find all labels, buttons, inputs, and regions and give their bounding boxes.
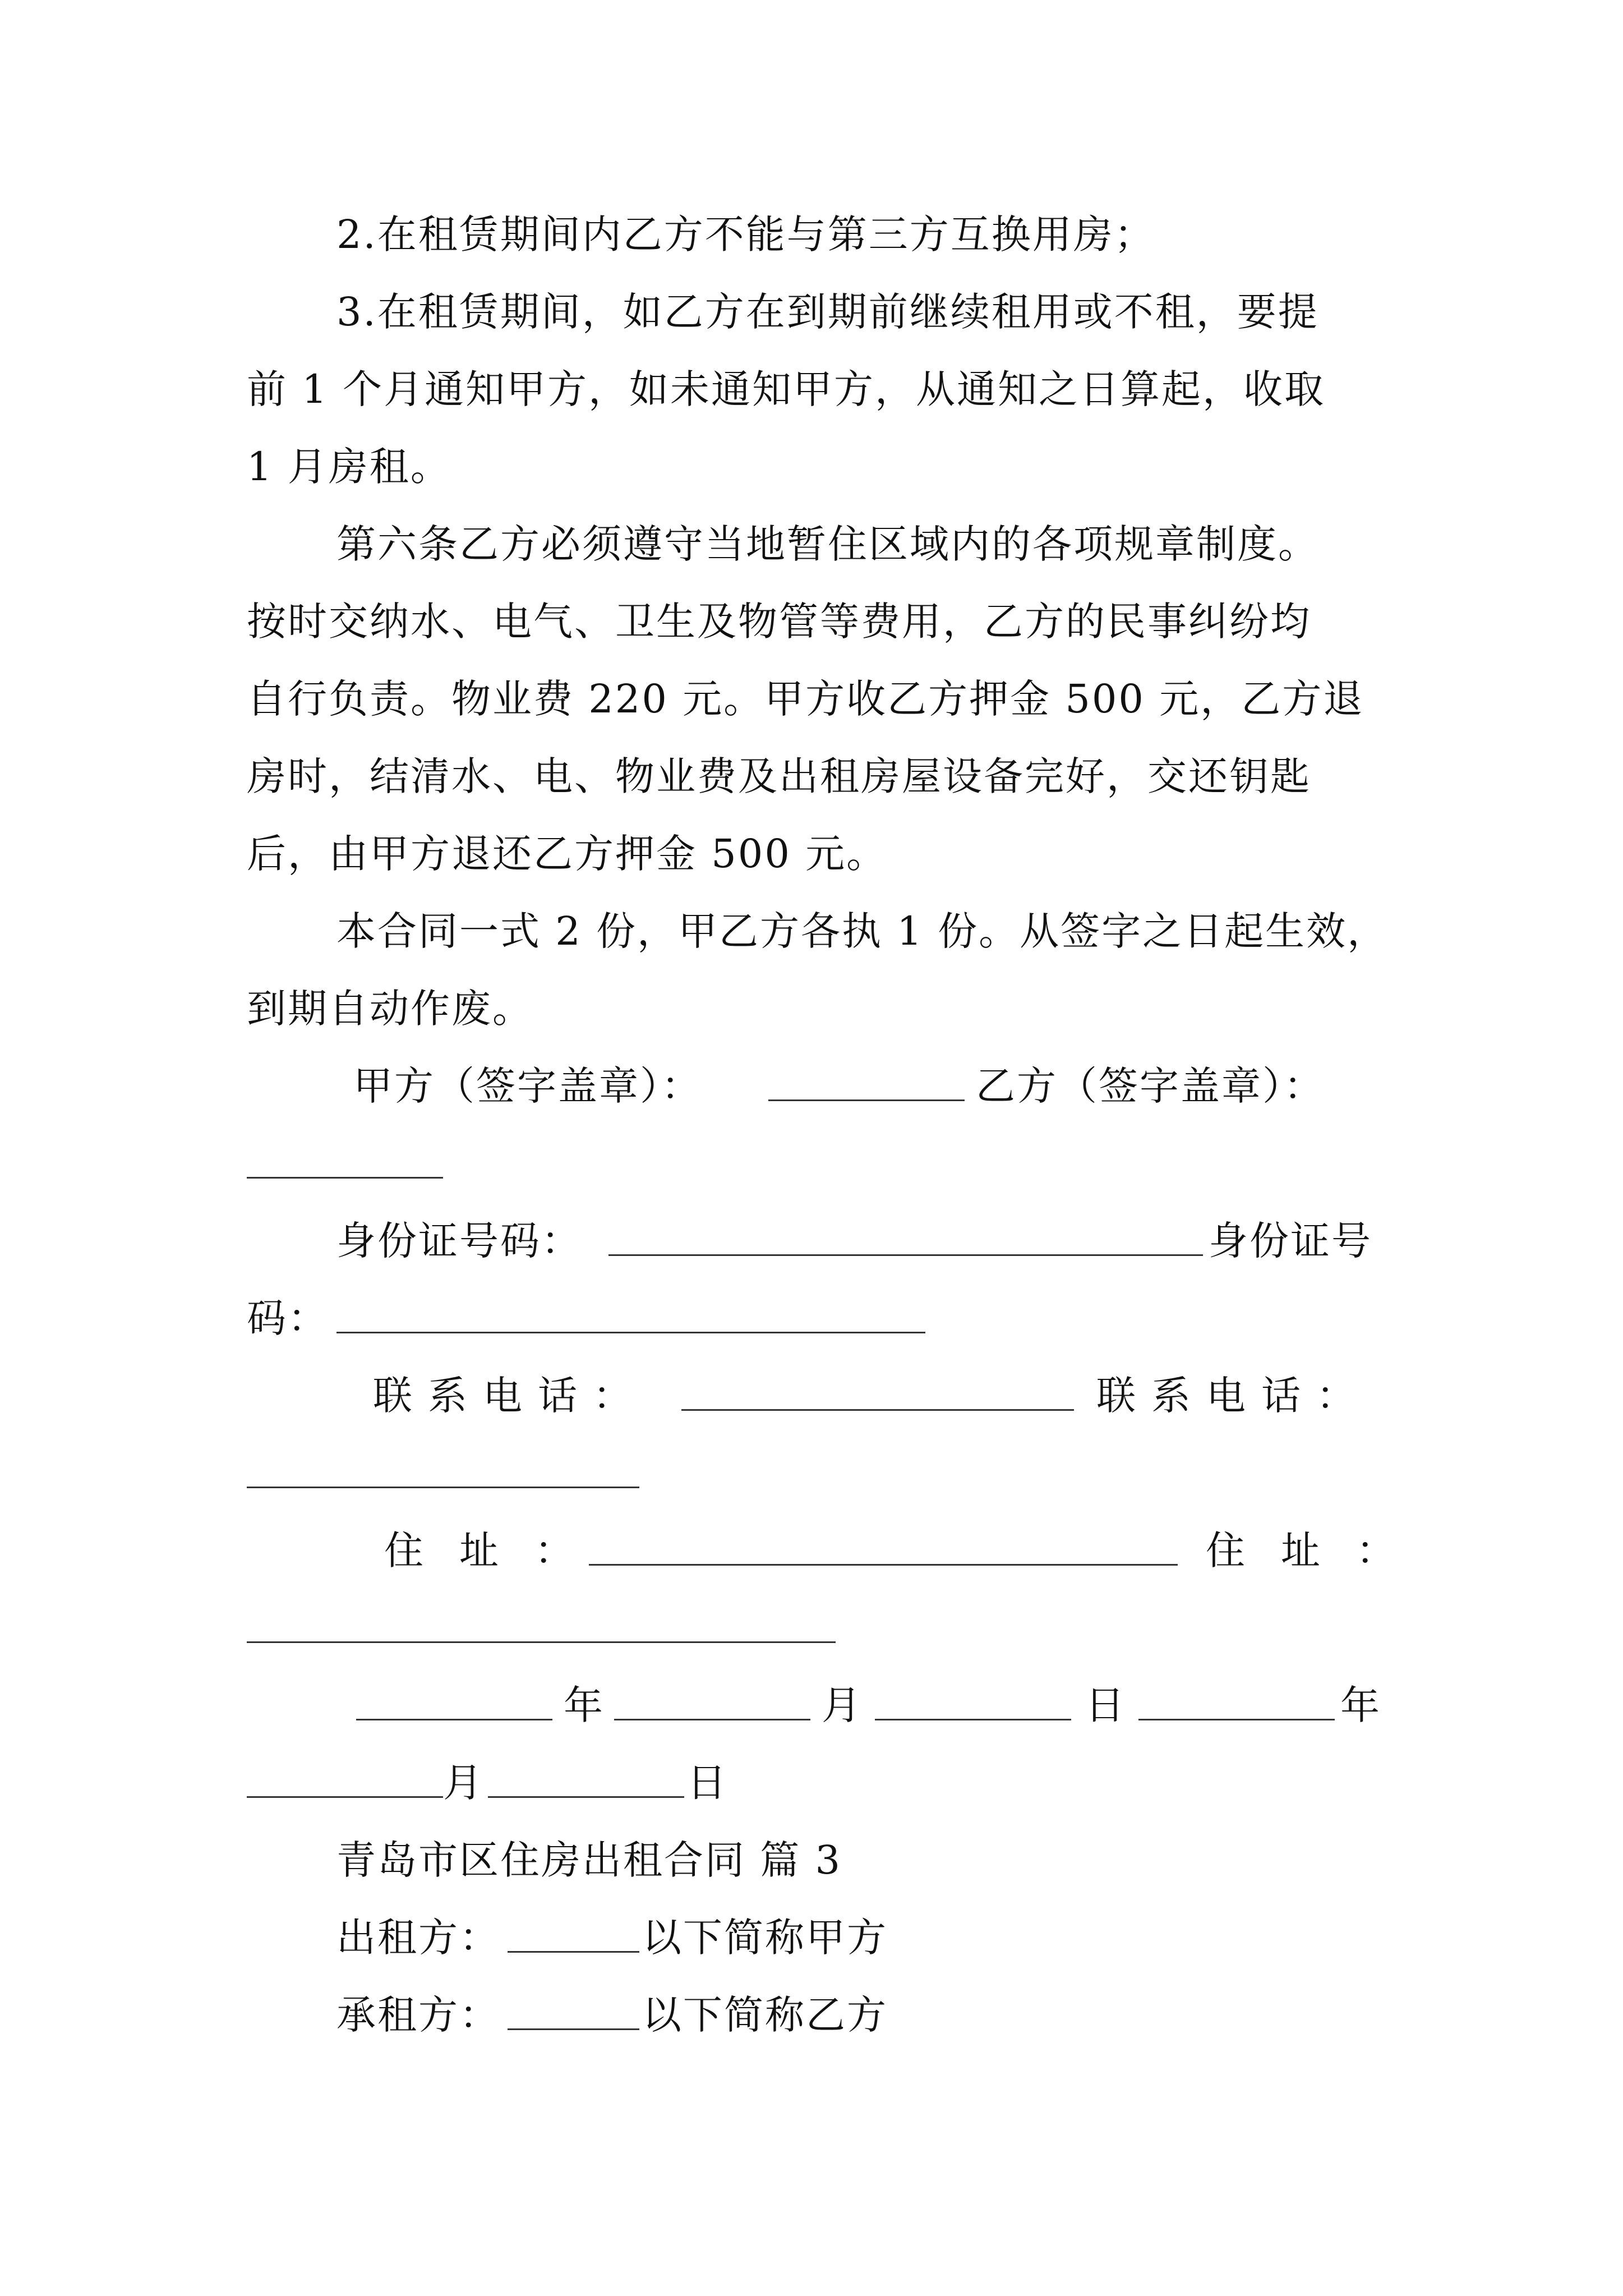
phone-a-label: 联系电话： xyxy=(373,1373,648,1419)
article-6-line-4: 房时，结清水、电、物业费及出租房屋设备完好，交还钥匙 xyxy=(247,753,1311,799)
date-a-year-blank[interactable] xyxy=(356,1719,552,1720)
address-b-label: 住址： xyxy=(1206,1527,1431,1573)
lessor-label: 出租方： xyxy=(336,1915,500,1961)
article-6-line-2: 按时交纳水、电气、卫生及物管等费用，乙方的民事纠纷均 xyxy=(247,599,1311,645)
date-b-day-label: 日 xyxy=(687,1760,728,1806)
phone-b-label: 联系电话： xyxy=(1096,1373,1371,1419)
id-b-blank[interactable] xyxy=(336,1332,925,1333)
date-b-year-label: 年 xyxy=(1340,1682,1381,1728)
clause-3-line-3: 1 月房租。 xyxy=(247,444,451,490)
lessee-blank[interactable] xyxy=(508,2028,639,2030)
id-b-label-line-2: 码： xyxy=(247,1295,329,1341)
phone-b-blank[interactable] xyxy=(247,1487,639,1488)
address-a-blank[interactable] xyxy=(589,1564,1178,1566)
date-b-year-blank[interactable] xyxy=(1138,1719,1335,1720)
id-b-label-line-1: 身份证号 xyxy=(1209,1218,1372,1264)
party-b-signature-blank[interactable] xyxy=(247,1177,443,1179)
date-a-day-label: 日 xyxy=(1085,1682,1126,1728)
date-a-year-label: 年 xyxy=(564,1682,605,1728)
party-a-signature-blank[interactable] xyxy=(768,1099,965,1101)
clause-2: 2.在租赁期间内乙方不能与第三方互换用房； xyxy=(336,211,1155,257)
lessee-label: 承租方： xyxy=(336,1992,500,2038)
copies-line-1: 本合同一式 2 份，甲乙方各执 1 份。从签字之日起生效， xyxy=(336,908,1389,954)
clause-3-line-1: 3.在租赁期间，如乙方在到期前继续租用或不租，要提 xyxy=(336,289,1319,335)
id-a-blank[interactable] xyxy=(608,1254,1203,1256)
section-3-title: 青岛市区住房出租合同 篇 3 xyxy=(336,1837,842,1883)
phone-a-blank[interactable] xyxy=(681,1409,1074,1411)
id-a-label: 身份证号码： xyxy=(336,1218,582,1264)
date-b-day-blank[interactable] xyxy=(488,1796,684,1798)
lessor-suffix: 以下简称甲方 xyxy=(642,1915,888,1961)
date-a-month-label: 月 xyxy=(822,1682,863,1728)
date-b-month-label: 月 xyxy=(443,1760,484,1806)
date-b-month-blank[interactable] xyxy=(247,1796,443,1798)
date-a-month-blank[interactable] xyxy=(614,1719,810,1720)
party-a-signature-label: 甲方（签字盖章）： xyxy=(353,1063,702,1109)
party-b-signature-label: 乙方（签字盖章）： xyxy=(976,1063,1325,1109)
lessor-blank[interactable] xyxy=(508,1951,639,1953)
address-a-label: 住址： xyxy=(384,1527,610,1573)
article-6-line-3: 自行负责。物业费 220 元。甲方收乙方押金 500 元，乙方退 xyxy=(247,676,1364,722)
address-b-blank[interactable] xyxy=(247,1641,836,1643)
copies-line-2: 到期自动作废。 xyxy=(247,986,533,1032)
lessee-suffix: 以下简称乙方 xyxy=(642,1992,888,2038)
article-6-line-1: 第六条乙方必须遵守当地暂住区域内的各项规章制度。 xyxy=(336,521,1319,567)
date-a-day-blank[interactable] xyxy=(875,1719,1071,1720)
clause-3-line-2: 前 1 个月通知甲方，如未通知甲方，从通知之日算起，收取 xyxy=(247,366,1326,412)
article-6-line-5: 后，由甲方退还乙方押金 500 元。 xyxy=(247,831,888,877)
